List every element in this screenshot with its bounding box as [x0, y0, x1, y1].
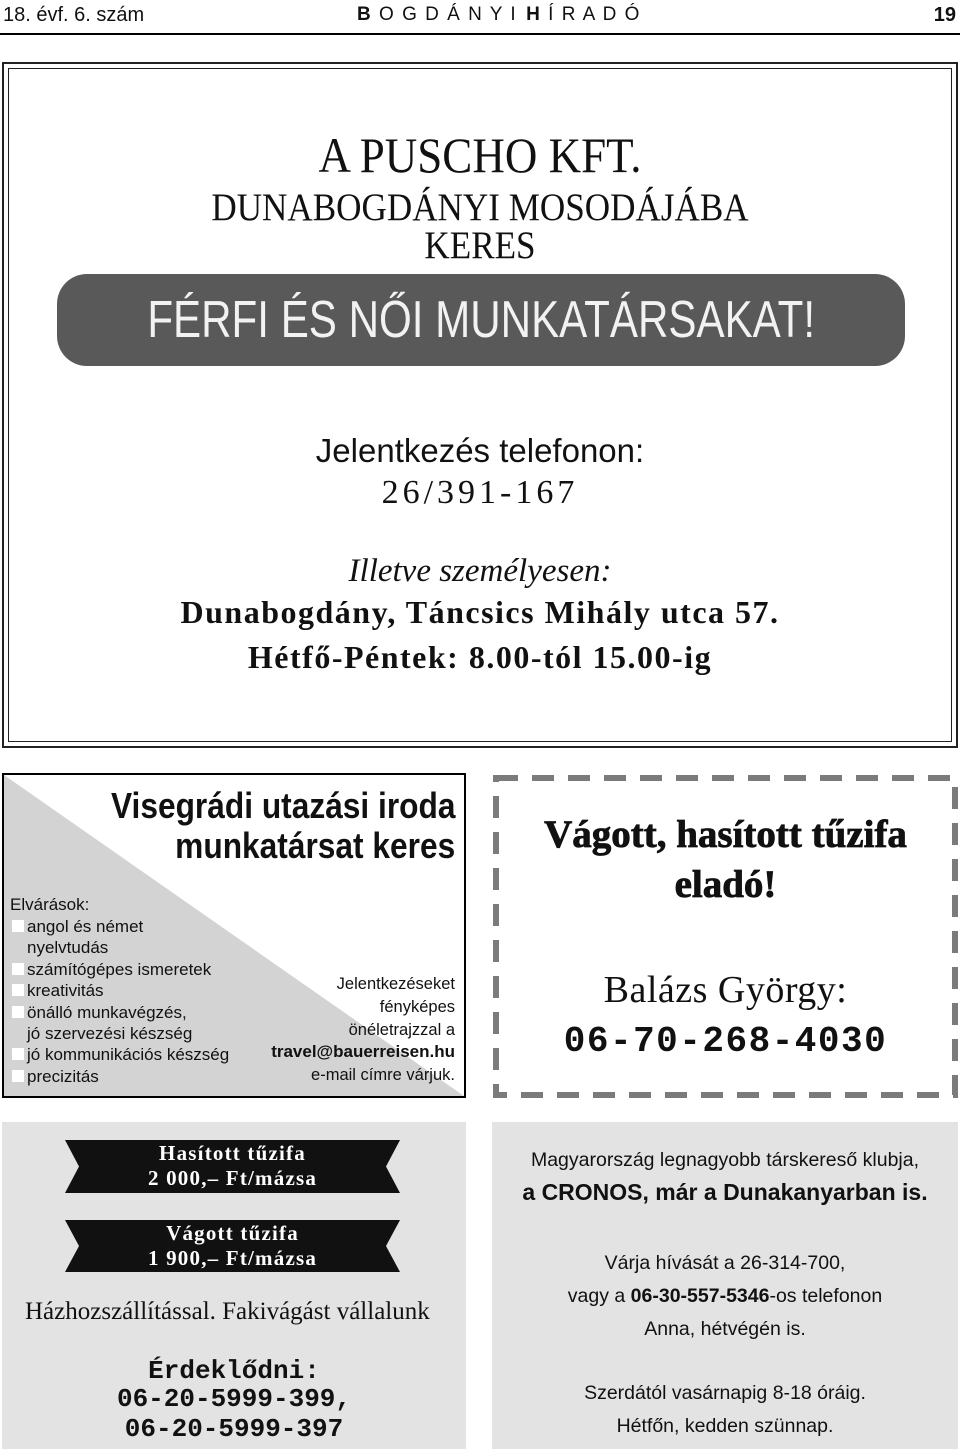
list-item-text: önálló munkavégzés,	[27, 1002, 187, 1022]
agency-title: Visegrádi utazási iroda	[110, 785, 455, 826]
list-item-text: jó szervezési készség	[27, 1023, 193, 1043]
mobile-line	[492, 1285, 958, 1308]
address: Dunabogdány, Táncsics Mihály utca 57.	[180, 594, 780, 630]
bullet-square	[12, 1048, 24, 1060]
application-info	[271, 973, 455, 1087]
issue-label: 18. évf. 6. szám	[3, 4, 145, 26]
list-item	[12, 959, 229, 980]
list-item	[12, 1044, 229, 1065]
requirements-list	[12, 916, 229, 1087]
apply-line: fényképes	[379, 997, 455, 1016]
laundry-line: DUNABOGDÁNYI MOSODÁJÁBA	[211, 186, 749, 229]
list-item-text: számítógépes ismeretek	[27, 959, 212, 979]
visegrad-travel-ad	[2, 773, 466, 1098]
company-name: A PUSCHO KFT.	[318, 127, 642, 183]
club-tagline: Magyarország legnagyobb társkereső klubja,	[530, 1149, 920, 1171]
header-rule	[0, 33, 960, 35]
list-item	[12, 1066, 229, 1087]
bullet-square	[12, 984, 24, 996]
cronos-club-ad	[492, 1122, 958, 1449]
list-item	[12, 980, 229, 1001]
phone-label: Jelentkezés telefonon:	[315, 432, 645, 469]
list-item-text: kreativitás	[27, 981, 104, 1001]
offer-name: Vágott tűzifa	[166, 1221, 299, 1245]
phone-number: 26/391-167	[381, 474, 579, 511]
opening-hours: Hétfő-Péntek: 8.00-tól 15.00-ig	[247, 639, 713, 675]
masthead-initial-b: B	[357, 4, 373, 25]
seeks-line: KERES	[424, 224, 536, 267]
list-item-text: angol és német	[27, 917, 144, 936]
list-item-text: precizitás	[27, 1066, 99, 1086]
masthead-initial-h: H	[526, 4, 542, 25]
apply-line: e-mail címre várjuk.	[311, 1066, 455, 1085]
club-name-line: a CRONOS, már a Dunakanyarban is.	[522, 1179, 928, 1205]
opening-days-line: Szerdától vasárnapig 8-18 óráig.	[584, 1382, 866, 1404]
list-item-text: jó kommunikációs készség	[27, 1045, 230, 1065]
masthead-word2-rest: Í R A D Ó	[548, 4, 641, 25]
recruitment-banner-text: FÉRFI ÉS NŐI MUNKATÁRSAKAT!	[147, 290, 815, 349]
firewood-price-ad	[2, 1122, 466, 1449]
list-item	[12, 1023, 229, 1044]
offer-price: 1 900,– Ft/mázsa	[147, 1246, 318, 1270]
masthead-word1-rest: O G D Á N Y I	[379, 4, 518, 25]
closed-days-line: Hétfőn, kedden szünnap.	[616, 1415, 834, 1437]
email-address: travel@bauerreisen.hu	[271, 1042, 455, 1062]
bullet-square	[12, 1070, 24, 1082]
list-item-text: nyelvtudás	[27, 938, 109, 958]
for-sale-label: eladó!	[674, 863, 777, 906]
bullet-square	[12, 963, 24, 975]
bullet-square	[12, 920, 24, 932]
contact-name: Balázs György:	[603, 969, 848, 1011]
firewood-title: Vágott, hasított tűzifa	[544, 813, 907, 856]
requirements-label: Elvárások:	[10, 895, 90, 914]
masthead	[357, 4, 641, 27]
offer-price: 2 000,– Ft/mázsa	[147, 1166, 318, 1190]
mobile-prefix: vagy a	[567, 1285, 631, 1307]
list-item	[12, 1002, 229, 1023]
apply-line: önéletrajzzal a	[348, 1020, 455, 1039]
contact-phone: 06-70-268-4030	[563, 1021, 888, 1062]
apply-line: Jelentkezéseket	[336, 975, 455, 993]
puscho-job-ad	[2, 62, 958, 748]
firewood-sale-ad	[493, 775, 958, 1098]
services-text: Házhozszállítással. Fakivágást vállalunk	[25, 1298, 430, 1325]
contact-person-line: Anna, hétvégén is.	[644, 1318, 806, 1340]
recruitment-banner	[57, 274, 905, 366]
call-line: Várja hívását a 26-314-700,	[604, 1252, 846, 1274]
bullet-square	[12, 1006, 24, 1018]
in-person-label: Illetve személyesen:	[348, 553, 612, 589]
inquiry-phone: 06-20-5999-399,	[116, 1384, 352, 1414]
agency-subtitle: munkatársat keres	[174, 825, 455, 866]
mobile-number: 06-30-557-5346	[630, 1285, 770, 1307]
list-item	[12, 916, 229, 937]
mobile-suffix: -os telefonon	[769, 1285, 883, 1307]
inquiry-phone: 06-20-5999-397	[124, 1414, 344, 1444]
offer-name: Hasított tűzifa	[159, 1141, 306, 1165]
page-number: 19	[933, 4, 956, 26]
inquiry-label: Érdeklődni:	[148, 1356, 320, 1386]
list-item	[12, 937, 229, 958]
